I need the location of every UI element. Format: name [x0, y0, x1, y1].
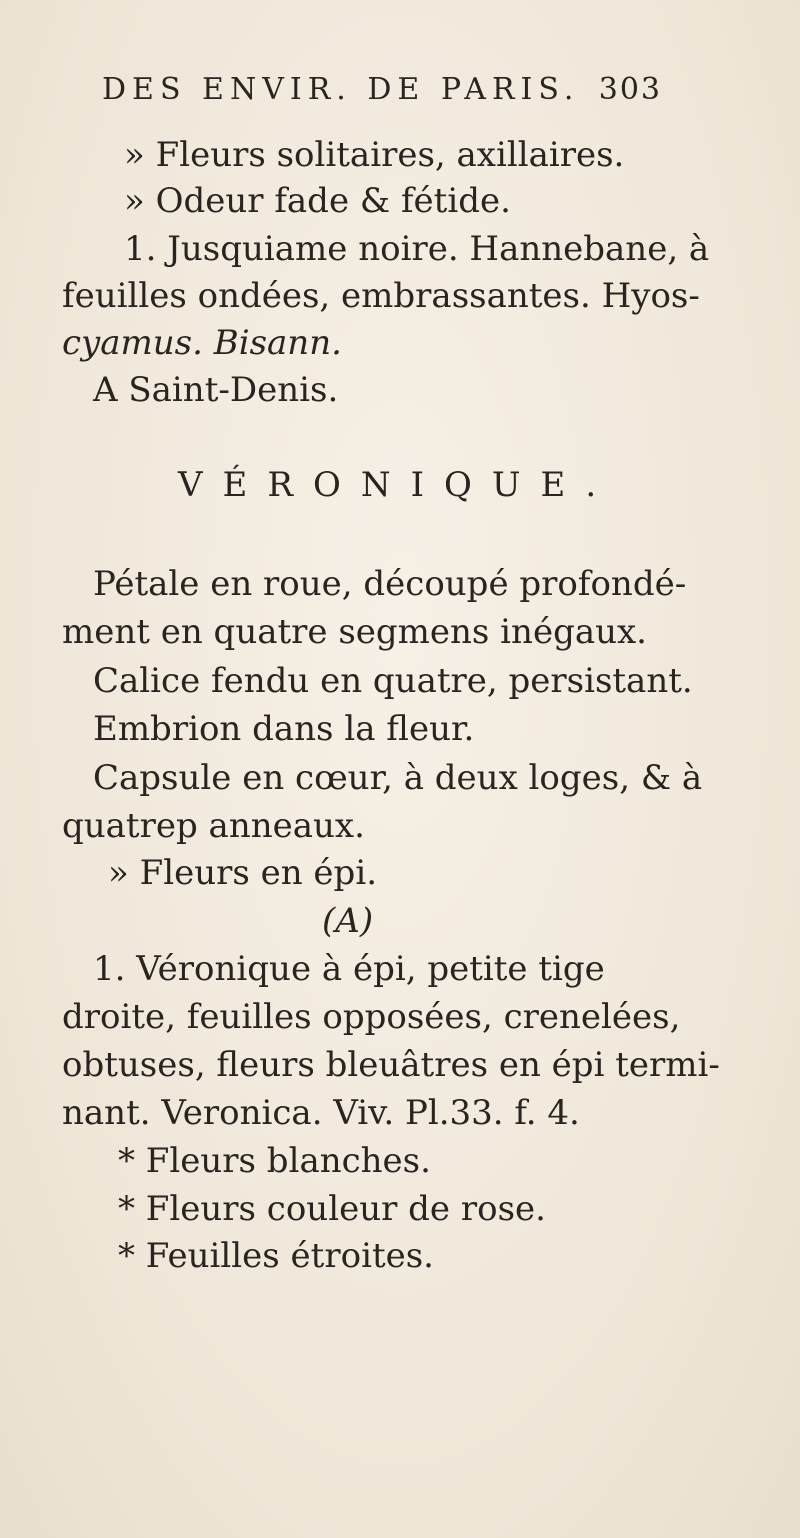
- subsection-marker: (A): [322, 901, 374, 941]
- text-line: * Feuilles étroites.: [118, 1236, 434, 1276]
- text-line: » Odeur fade & fétide.: [124, 181, 511, 221]
- running-title: DES ENVIR. DE PARIS.: [102, 72, 580, 107]
- text-line: quatrep anneaux.: [62, 806, 365, 846]
- text-line: cyamus. Bisann.: [62, 323, 342, 363]
- text-line: » Fleurs solitaires, axillaires.: [124, 135, 625, 175]
- text-line: Embrion dans la fleur.: [93, 709, 475, 749]
- text-line: nant. Veronica. Viv. Pl.33. f. 4.: [62, 1093, 580, 1133]
- running-header: [102, 72, 662, 112]
- text-line: Calice fendu en quatre, persistant.: [93, 661, 693, 701]
- text-line: * Fleurs blanches.: [118, 1141, 431, 1181]
- text-line: Pétale en roue, découpé profondé-: [93, 564, 687, 604]
- text-line: obtuses, fleurs bleuâtres en épi termi-: [62, 1045, 720, 1085]
- text-line: feuilles ondées, embrassantes. Hyos-: [62, 276, 700, 316]
- text-line: 1. Jusquiame noire. Hannebane, à: [124, 229, 710, 269]
- text-line: ment en quatre segmens inégaux.: [62, 612, 647, 652]
- text-line: 1. Véronique à épi, petite tige: [93, 949, 605, 989]
- text-line: * Fleurs couleur de rose.: [118, 1189, 546, 1229]
- page-number: 303: [598, 72, 662, 107]
- genus-title: VÉRONIQUE.: [178, 465, 617, 505]
- text-line: » Fleurs en épi.: [108, 853, 377, 893]
- text-line: droite, feuilles opposées, crenelées,: [62, 997, 681, 1037]
- text-line: A Saint-Denis.: [93, 370, 339, 410]
- text-line: Capsule en cœur, à deux loges, & à: [93, 758, 703, 798]
